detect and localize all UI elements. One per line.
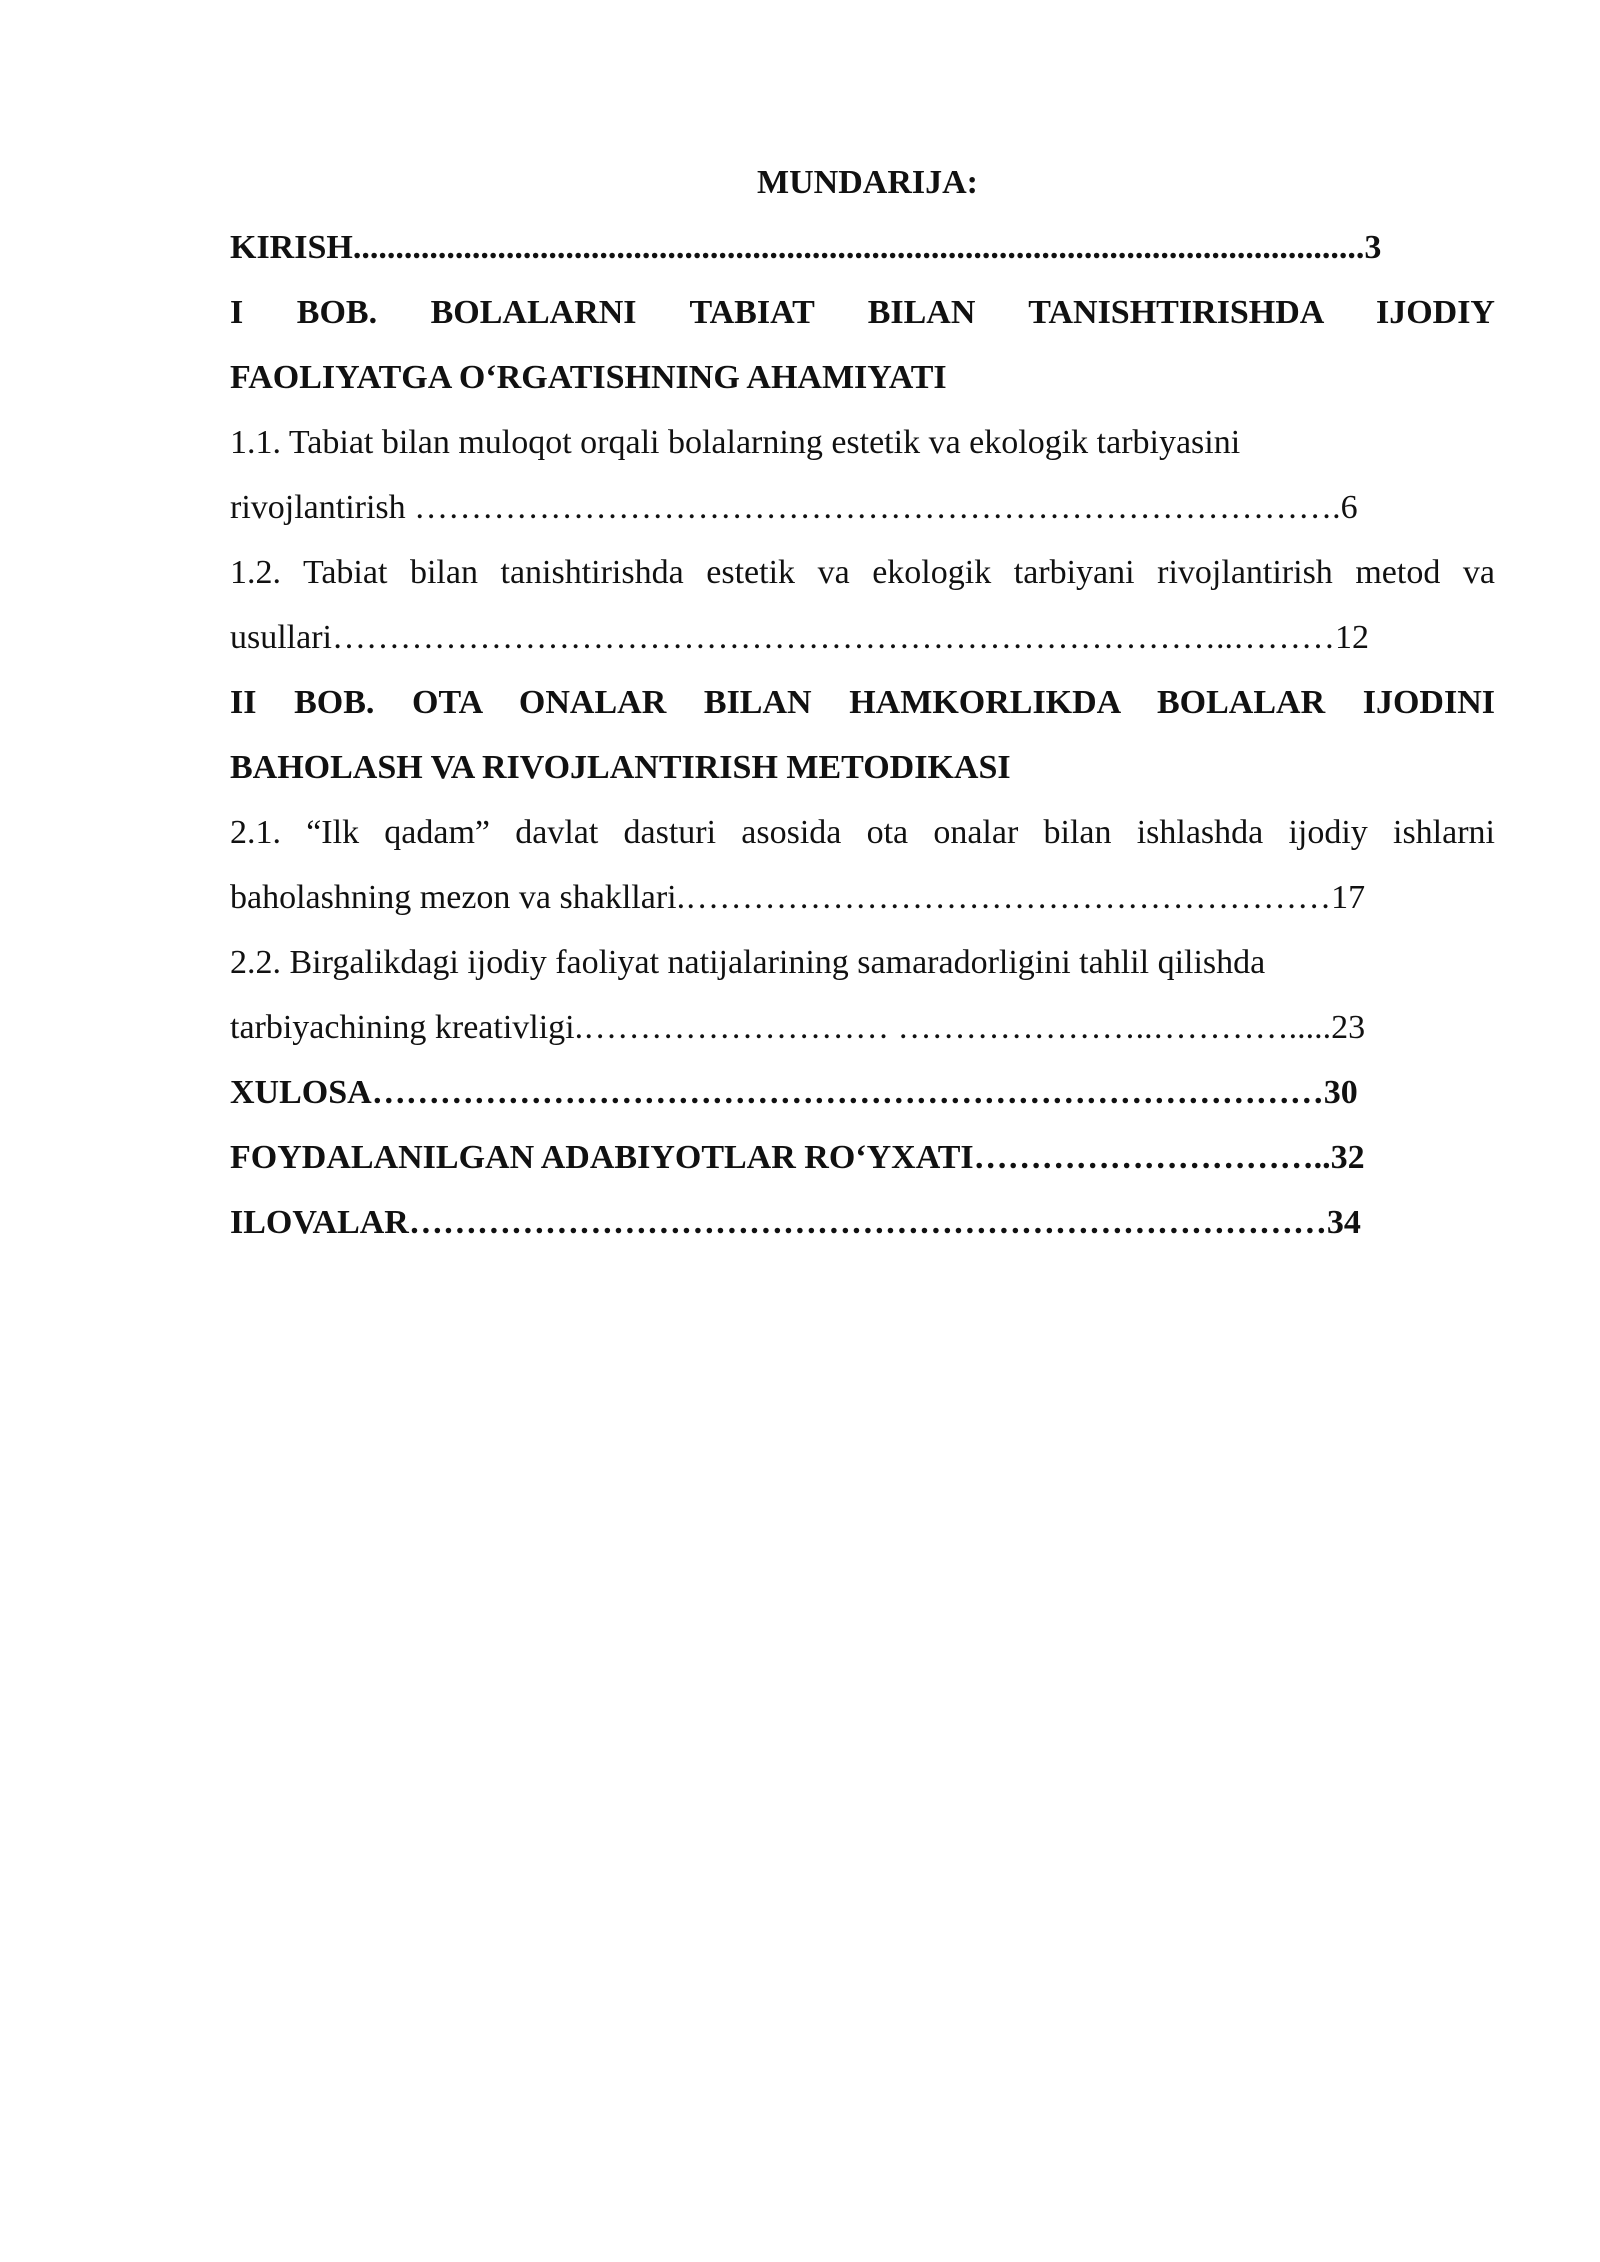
toc-chapter-2-heading-line-1: II BOB. OTA ONALAR BILAN HAMKORLIKDA BOLALAR IJODINI: [230, 684, 1495, 721]
toc-section-1-1-line-1: 1.1. Tabiat bilan muloqot orqali bolalarning estetik va ekologik tarbiyasini: [230, 424, 1241, 461]
toc-entry-adabiyotlar: FOYDALANILGAN ADABIYOTLAR RO‘YXATI…………………………..32: [230, 1139, 1365, 1176]
toc-section-2-2-line-2: tarbiyachining kreativligi.……………………… …………………..………….....23: [230, 1009, 1366, 1046]
toc-entry-xulosa: XULOSA…………………………………………………………………………30: [230, 1074, 1358, 1111]
toc-title: MUNDARIJA:: [757, 164, 978, 201]
toc-chapter-1-heading-line-2: FAOLIYATGA O‘RGATISHNING AHAMIYATI: [230, 359, 947, 396]
document-page: [230, 150, 1495, 1255]
toc-section-2-2-line-1: 2.2. Birgalikdagi ijodiy faoliyat natijalarining samaradorligini tahlil qilishda: [230, 944, 1266, 981]
toc-entry-ilovalar: ILOVALAR………………………………………………………………………34: [230, 1204, 1361, 1241]
toc-section-1-2-line-2: usullari……………………………………………………………………..………12: [230, 619, 1369, 656]
toc-section-1-1-line-2: rivojlantirish ……………………………………………………………………….6: [230, 489, 1358, 526]
toc-chapter-2-heading-line-2: BAHOLASH VA RIVOJLANTIRISH METODIKASI: [230, 749, 1011, 786]
toc-section-2-1-line-2: baholashning mezon va shakllari.…………………………………………………17: [230, 879, 1366, 916]
toc-section-2-1-line-1: 2.1. “Ilk qadam” davlat dasturi asosida ota onalar bilan ishlashda ijodiy ishlarni: [230, 814, 1495, 851]
toc-chapter-1-heading-line-1: I BOB. BOLALARNI TABIAT BILAN TANISHTIRISHDA IJODIY: [230, 294, 1495, 331]
toc-entry-kirish: KIRISH.......................................................................................................................3: [230, 229, 1382, 266]
toc-section-1-2-line-1: 1.2. Tabiat bilan tanishtirishda estetik va ekologik tarbiyani rivojlantirish metod va: [230, 554, 1495, 591]
